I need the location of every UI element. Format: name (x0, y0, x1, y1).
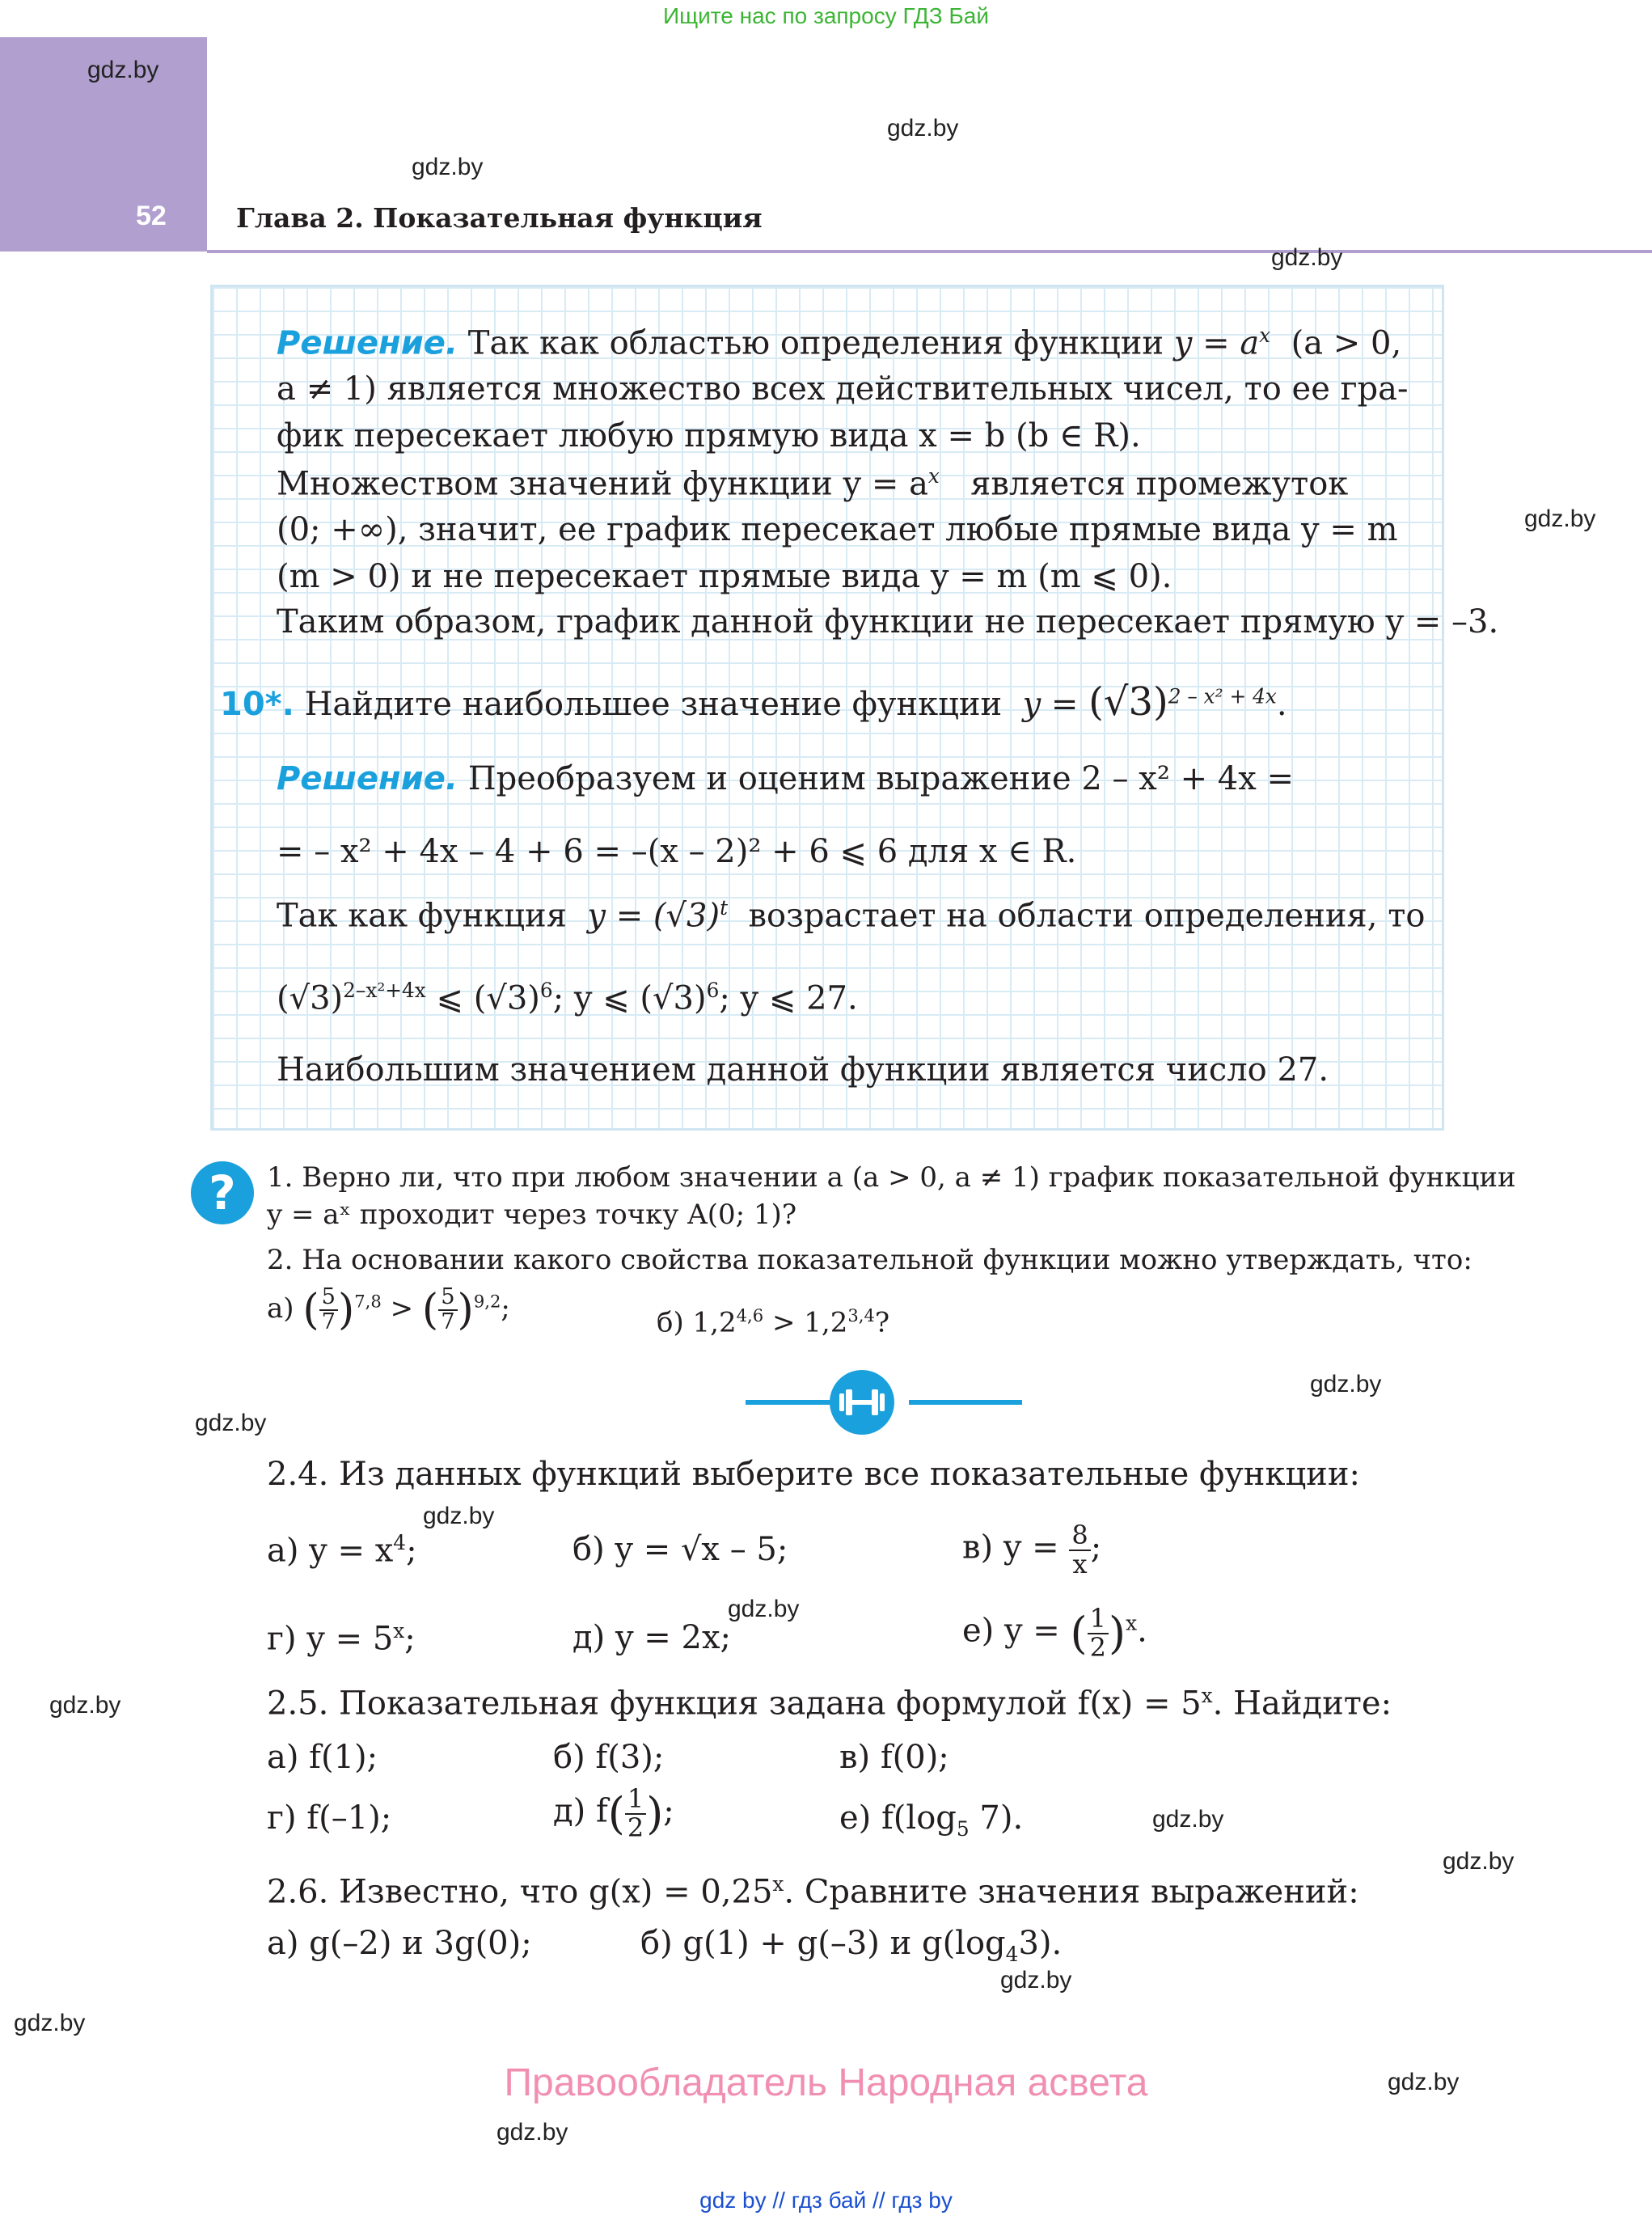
question-icon: ? (191, 1161, 254, 1224)
text: Так как областью определения функции (467, 324, 1164, 362)
watermark: gdz.by (14, 2010, 86, 2036)
text: . Найдите: (1212, 1685, 1392, 1723)
exponent: x (1126, 1611, 1138, 1635)
formula-base: (√3) (1088, 679, 1168, 725)
watermark: gdz.by (1152, 1806, 1224, 1833)
solution-2-line-5: Наибольшим значением данной функции является число 27. (277, 1051, 1329, 1089)
top-banner[interactable]: Ищите нас по запросу ГДЗ Бай (662, 3, 990, 28)
numerator: 5 (319, 1286, 338, 1311)
formula: б) g(1) + g(–3) и g(log (640, 1925, 1006, 1962)
footer-links[interactable]: gdz by // гдз бай // гдз by (699, 2188, 953, 2213)
text: ; (404, 1620, 416, 1658)
formula: y = (1022, 686, 1079, 723)
question-2b (657, 1305, 889, 1338)
exercise-2-4-title: 2.4. Из данных функций выберите все показательные функции: (267, 1456, 1360, 1493)
fraction (319, 1286, 338, 1334)
exercise-2-5-a: а) f(1); (267, 1739, 378, 1776)
exponent: 2 – x² + 4x (1168, 684, 1277, 708)
copyright-notice: Правообладатель Народная асвета (504, 2061, 1148, 2104)
subscript: 5 (956, 1817, 970, 1841)
text: > (390, 1292, 414, 1325)
question-2a: а) ( $\frac{5}{7}$ )$^{7,8}$ > ( $\frac{5}{7}$ )$^{9,2}$; (267, 1284, 510, 1334)
page-number: 52 (136, 201, 167, 231)
solution-2-line-1 (277, 760, 1294, 797)
text: Множеством значений функции y = a (277, 465, 928, 503)
watermark: gdz.by (496, 2119, 568, 2146)
text: ; (501, 1292, 510, 1325)
formula: ⩽ (√3) (436, 979, 540, 1017)
exercise-2-6-title (267, 1872, 1359, 1910)
text: ? (874, 1306, 890, 1339)
exponent: x (927, 464, 940, 488)
text: 2.6. Известно, что g(x) = 0,25 (267, 1873, 773, 1911)
watermark: gdz.by (49, 1692, 121, 1719)
exercise-2-5-c: в) f(0); (839, 1739, 949, 1776)
watermark: gdz.by (1388, 2069, 1460, 2095)
question-1-line-1: 1. Верно ли, что при любом значении a (a > 0, a ≠ 1) график показательной функции (267, 1161, 1516, 1194)
solution-label: Решение. (277, 324, 458, 362)
chapter-title: Глава 2. Показательная функция (236, 202, 763, 234)
formula: б) 1,2 (657, 1306, 737, 1339)
exponent: 2–x²+4x (343, 979, 426, 1002)
exercise-2-4-d (267, 1619, 416, 1657)
exercise-2-5-title (267, 1684, 1392, 1722)
formula: (√3) (277, 979, 344, 1017)
denominator: 7 (321, 1309, 336, 1334)
numerator: 1 (625, 1786, 646, 1815)
formula: а) y = x (267, 1532, 394, 1570)
text: (a > 0, (1291, 324, 1402, 362)
watermark: gdz.by (87, 57, 159, 83)
text: Преобразуем и оценим выражение 2 – x² + 4x = (467, 760, 1295, 797)
exercise-2-6-a: а) g(–2) и 3g(0); (267, 1925, 532, 1962)
task-number: 10*. (220, 686, 294, 723)
watermark: gdz.by (195, 1410, 267, 1436)
text: Так как функция (277, 897, 567, 935)
text: ; (663, 1792, 674, 1830)
solution-1-line-6: (m > 0) и не пересекает прямые вида y = m (m ⩽ 0). (277, 558, 1172, 595)
solution-2-line-2: = – x² + 4x – 4 + 6 = –(x – 2)² + 6 ⩽ 6 для x ∈ R. (277, 833, 1077, 870)
exponent: t (720, 896, 729, 920)
formula: 7). (969, 1799, 1024, 1837)
exercise-2-5-d: г) f(–1); (267, 1799, 392, 1837)
text: 2.5. Показательная функция задана формулой f(x) = 5 (267, 1685, 1202, 1723)
subscript: 4 (1005, 1943, 1019, 1966)
exercise-2-4-e: д) y = 2x; (572, 1619, 731, 1656)
numerator: 5 (438, 1286, 457, 1311)
denominator: x (1072, 1548, 1088, 1579)
formula: г) y = 5 (267, 1620, 394, 1658)
exponent: 3,4 (847, 1305, 875, 1326)
exponent: 4,6 (736, 1305, 764, 1326)
text: . Сравните значения выражений: (784, 1873, 1359, 1911)
formula: > 1,2 (763, 1306, 848, 1339)
solution-1-line-2: a ≠ 1) является множество всех действительных чисел, то ее гра- (277, 370, 1409, 408)
watermark: gdz.by (423, 1503, 495, 1529)
exponent: x (772, 1872, 784, 1896)
task-text: Найдите наибольшее значение функции (304, 686, 1003, 723)
solution-1-line-7: Таким образом, график данной функции не пересекает прямую y = –3. (277, 603, 1499, 641)
formula: е) f(log (839, 1799, 957, 1837)
formula: е) y = (962, 1612, 1060, 1650)
exercise-2-5-b: б) f(3); (553, 1739, 665, 1776)
formula: в) y = (962, 1528, 1059, 1567)
exponent: 6 (706, 979, 720, 1002)
dumbbell-icon (830, 1370, 894, 1435)
label: а) (267, 1292, 294, 1325)
fraction (438, 1286, 457, 1334)
watermark: gdz.by (1271, 244, 1343, 271)
fraction (625, 1783, 646, 1843)
solution-1-line-3: фик пересекает любую прямую вида x = b (b ∈ R). (277, 417, 1141, 455)
solution-1-line-5: (0; +∞), значит, ее график пересекает любые прямые вида y = m (277, 511, 1398, 548)
exponent: x (393, 1619, 405, 1643)
text: ; (406, 1532, 417, 1570)
watermark: gdz.by (1310, 1371, 1382, 1397)
exercise-2-6-b (640, 1925, 1062, 1966)
solution-1-line-1 (277, 323, 1401, 362)
numerator: 1 (1088, 1605, 1109, 1634)
solution-2-line-3 (277, 896, 1425, 934)
formula: y = (√3) (587, 897, 720, 935)
exponent: 4 (393, 1531, 407, 1554)
exercise-2-4-b: б) y = √x – 5; (572, 1531, 788, 1568)
text: . (1137, 1612, 1147, 1650)
exercise-2-4-c (962, 1522, 1101, 1578)
text: ; (1090, 1528, 1102, 1567)
question-1-line-2: y = aˣ проходит через точку A(0; 1)? (267, 1199, 797, 1231)
formula: ; y ⩽ 27. (719, 979, 858, 1017)
denominator: 2 (627, 1812, 644, 1843)
question-2: 2. На основании какого свойства показательной функции можно утверждать, что: (267, 1244, 1472, 1276)
exercise-2-5-e: д) f( $\frac{1}{2}$ ); (553, 1783, 674, 1843)
text: является промежуток (970, 465, 1349, 503)
exponent: x (1201, 1684, 1213, 1707)
exponent: x (1259, 323, 1271, 347)
denominator: 7 (441, 1309, 455, 1334)
exercise-2-5-f (839, 1799, 1023, 1841)
exponent: 6 (539, 979, 553, 1002)
watermark: gdz.by (1443, 1848, 1515, 1875)
watermark: gdz.by (1000, 1967, 1072, 1994)
exercise-2-4-f: е) y = ( $\frac{1}{2}$ )$^x$. (962, 1603, 1147, 1663)
formula: д) f (553, 1792, 608, 1830)
solution-2-line-4 (277, 979, 858, 1017)
solution-1-line-4 (277, 464, 1348, 502)
formula: ; y ⩽ (√3) (552, 979, 707, 1017)
task-10 (220, 679, 1287, 725)
exercise-2-4-a (267, 1531, 417, 1569)
exponent: 9,2 (473, 1291, 501, 1312)
text: . (1276, 686, 1287, 723)
fraction (1088, 1605, 1109, 1661)
watermark: gdz.by (887, 115, 959, 142)
exponent: 7,8 (354, 1291, 382, 1312)
watermark: gdz.by (1524, 505, 1596, 532)
solution-label: Решение. (277, 760, 458, 797)
divider-line-right (909, 1400, 1022, 1405)
watermark: gdz.by (412, 154, 484, 180)
denominator: 2 (1089, 1631, 1106, 1663)
fraction (1069, 1522, 1090, 1578)
numerator: 8 (1069, 1522, 1090, 1551)
formula: y = a (1173, 324, 1260, 362)
watermark: gdz.by (728, 1596, 800, 1622)
header-rule (207, 250, 1652, 253)
text: возрастает на области определения, то (748, 897, 1426, 935)
formula: 3). (1018, 1925, 1063, 1962)
